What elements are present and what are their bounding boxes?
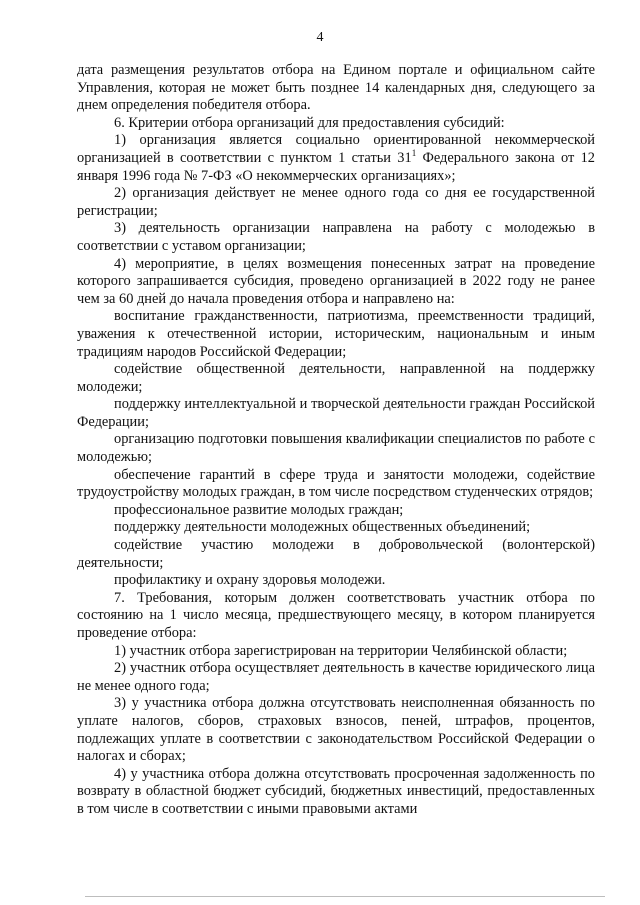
- paragraph-requirement-1: 1) участник отбора зарегистрирован на территории Челябинской области;: [114, 642, 568, 659]
- paragraph-criterion-4: 4) мероприятие, в целях возмещения понесенных затрат на проведение которого запрашивается субсидия, проведено организацией в 2022 году не ранее чем за 60 дней до начала проведения отбора и направлено на:: [77, 255, 595, 307]
- paragraph-direction-creative-activity: поддержку интеллектуальной и творческой деятельности граждан Российской Федерации;: [77, 396, 595, 430]
- paragraph-requirement-3: 3) у участника отбора должна отсутствовать неисполненная обязанность по уплате налогов, сборов, страховых взносов, пеней, штрафов, процентов, подлежащих уплате в соответствии с законодательством Российской Федерации о налогах и сборах;: [77, 695, 595, 765]
- criterion-1-text-continued: Федерального закона от 12 января 1996 года № 7-ФЗ «О некоммерческих организациях»;: [77, 149, 595, 184]
- paragraph-criteria-heading: 6. Критерии отбора организаций для предоставления субсидий:: [114, 114, 505, 131]
- paragraph-requirement-4: 4) у участника отбора должна отсутствовать просроченная задолженность по возврату в областной бюджет субсидий, бюджетных инвестиций, предоставленных в том числе в соответствии с иными правовыми актами: [77, 765, 595, 817]
- paragraph-criterion-1: [77, 132, 595, 185]
- document-body: [77, 62, 595, 819]
- page-number: 4: [316, 30, 324, 45]
- paragraph-direction-public-activity: содействие общественной деятельности, направленной на поддержку молодежи;: [77, 361, 595, 395]
- paragraph-criterion-2: 2) организация действует не менее одного года со дня ее государственной регистрации;: [77, 185, 595, 219]
- paragraph-direction-volunteering: содействие участию молодежи в добровольческой (волонтерской) деятельности;: [77, 537, 595, 571]
- page-bottom-divider: [85, 896, 605, 897]
- paragraph-requirement-2: 2) участник отбора осуществляет деятельность в качестве юридического лица не менее одного года;: [77, 660, 595, 694]
- paragraph-direction-employment: обеспечение гарантий в сфере труда и занятости молодежи, содействие трудоустройству молодых граждан, в том числе посредством студенческих отрядов;: [77, 466, 595, 501]
- paragraph-direction-professional-development: профессиональное развитие молодых граждан;: [114, 501, 404, 518]
- paragraph-direction-specialist-training: организацию подготовки повышения квалификации специалистов по работе с молодежью;: [77, 431, 595, 466]
- paragraph-direction-health: профилактику и охрану здоровья молодежи.: [114, 572, 386, 589]
- criterion-1-text: 1) организация является социально ориентированной некоммерческой организацией в соответствии с пунктом 1 статьи 31: [77, 132, 595, 166]
- footnote-superscript: 1: [411, 148, 417, 159]
- paragraph-direction-patriotism: воспитание гражданственности, патриотизма, преемственности традиций, уважения к отечественной истории, историческим, национальным и иным традициям народов Российской Федерации;: [77, 308, 595, 360]
- paragraph-results-publication-date: дата размещения результатов отбора на Едином портале и официальном сайте Управления, которая не может быть позднее 14 календарных дня, следующего за днем определения победителя отбора.: [77, 62, 595, 114]
- paragraph-direction-youth-associations: поддержку деятельности молодежных общественных объединений;: [114, 519, 531, 536]
- paragraph-criterion-3: 3) деятельность организации направлена на работу с молодежью в соответствии с уставом организации;: [77, 220, 595, 254]
- paragraph-requirements-heading: 7. Требования, которым должен соответствовать участник отбора по состоянию на 1 число месяца, предшествующего месяцу, в котором планируется проведение отбора:: [77, 589, 595, 641]
